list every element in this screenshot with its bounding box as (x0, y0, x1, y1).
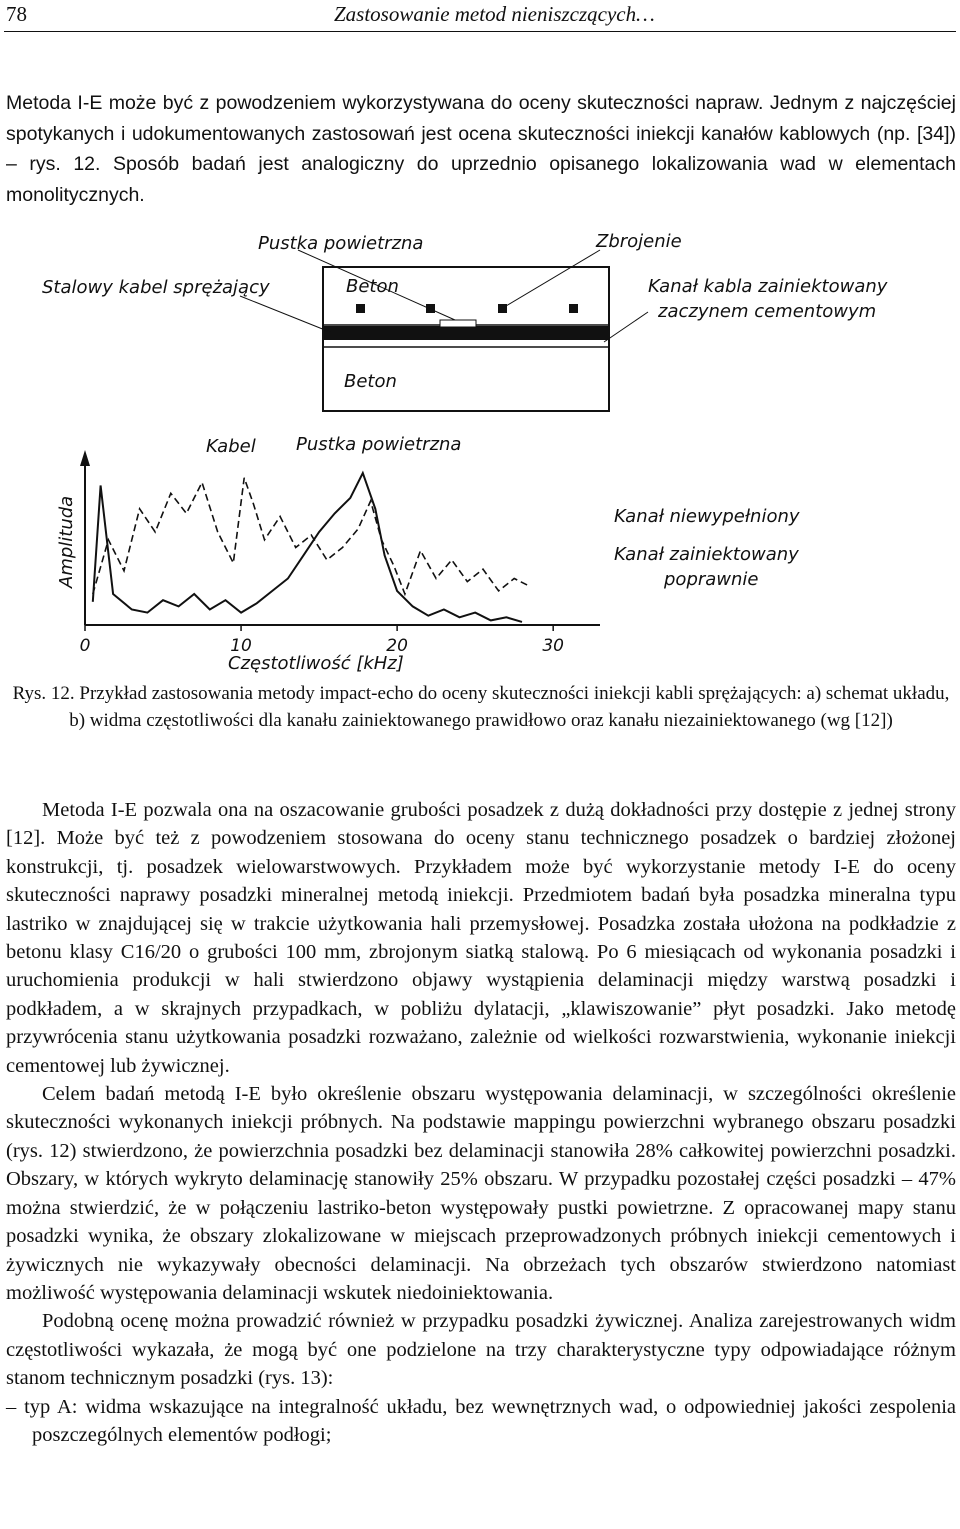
leader-duct (604, 312, 648, 342)
paragraph: Celem badań metodą I-E było określenie obszaru występowania delaminacji, w szczególności określenie skuteczności wykonanych iniekcji próbnych. Na podstawie mappingu powierzchni wybranego obszaru posadzki (rys. 12) stwierdzono, że powierzchnia posadzki bez delaminacji stanowiła 28% całkowitej powierzchni posadzki. Obszary, w których wykryto delaminację stanowiły 25% obszaru. W przypadku pozostałej części posadzki – 47% można stwierdzić, że w połączeniu lastriko-beton występowały pustki powietrzne. Z opracowanej mapy stanu posadzki wynika, że obszary zlokalizowane w miejscach przeprowadzonych próbnych iniekcji cementowych i żywicznych nie wykazywały obecności delaminacji. Na obrzeżach tych obszarów stwierdzono natomiast możliwość występowania delaminacji wskutek niedoiniektowania. (6, 1083, 956, 1304)
label-duct-line1: Kanał kabla zainiektowany (648, 276, 888, 297)
page-number: 78 (6, 2, 27, 26)
y-axis-label: Amplituda (56, 495, 77, 588)
x-tick-label: 30 (542, 636, 565, 656)
rebar-dot (426, 304, 435, 313)
air-void (440, 320, 476, 327)
annotation-air-void: Pustka powietrzna (296, 434, 462, 455)
legend-empty-duct: Kanał niewypełniony (614, 506, 800, 527)
rebar-dot (569, 304, 578, 313)
x-axis-label: Częstotliwość [kHz] (228, 653, 404, 674)
header-rule (4, 31, 956, 32)
series-line-1 (93, 478, 530, 594)
label-duct-line2: zaczynem cementowym (658, 301, 877, 322)
label-steel-cable: Stalowy kabel sprężający (42, 277, 270, 298)
rebar-dot (356, 304, 365, 313)
leader-cable (240, 296, 330, 332)
legend-filled-duct-line2: poprawnie (664, 569, 759, 590)
label-concrete-top: Beton (346, 276, 399, 297)
legend-filled-duct: Kanał zainiektowany (614, 544, 799, 565)
running-title: Zastosowanie metod nieniszczących… (334, 2, 655, 26)
paragraph: Metoda I-E pozwala ona na oszacowanie grubości posadzek z dużą dokładności przy dostępie z jednej strony [12]. Może być też z powodzeniem stosowana do oceny stanu technicznego posadzek o bardziej złożonej konstrukcji, tj. posadzek wielowarstwowych. Przykładem może być wykorzystanie metody I-E do oceny skuteczności naprawy posadzki mineralnej metodą iniekcji. Przedmiotem badań była posadzka mineralna typu lastriko w znajdującej się w trakcie użytkowania hali przemysłowej. Posadzka została ułożona na podkładzie z betonu klasy C16/20 o grubości 100 mm, zbrojonym siatką stalową. Po 6 miesiącach od wykonania posadzki i uruchomienia produkcji w hali stwierdzono objawy wystąpienia delaminacji między warstwą posadzki i podkładem, a w skrajnych przypadkach, w pobliżu dylatacji, „klawiszowanie” płyt posadzki. Jako metodę przywrócenia stanu użytkowania posadzki rozważano, zależnie od wielkości rozwarstwienia, wykonanie iniekcji cementowej lub żywicznej. (6, 799, 956, 1077)
spectrum-chart (56, 434, 800, 674)
intro-paragraph: Metoda I-E może być z powodzeniem wykorzystywana do oceny skuteczności napraw. Jednym z najczęściej spotykanych i udokumentowanych zastosowań jest ocena skuteczności iniekcji kanałów kablowych (np. [34]) – rys. 12. Sposób badań jest analogiczny do uprzednio opisanego lokalizowania wad w elementach monolitycznych. (6, 92, 956, 206)
figure-12 (0, 220, 960, 680)
schematic-diagram (42, 231, 888, 411)
page-header (0, 0, 960, 36)
label-air-void: Pustka powietrzna (258, 233, 424, 254)
label-rebar: Zbrojenie (596, 231, 682, 252)
x-ticks (80, 625, 564, 656)
series-lines (93, 473, 530, 622)
x-tick-label: 0 (79, 636, 91, 656)
figure-caption: Rys. 12. Przykład zastosowania metody impact-echo do oceny skuteczności iniekcji kabli sprężających: a) schemat układu, b) widma częstotliwości dla kanału zainiektowanego prawidłowo oraz kanału niezainiektowanego (wg [12]) (12, 683, 950, 731)
annotation-cable: Kabel (206, 436, 256, 457)
paragraph: Podobną ocenę można prowadzić również w przypadku posadzki żywicznej. Analiza zarejestrowanych widm częstotliwości wykazała, że mogą być one podzielone na trzy charakterystyczne typy odpowiadające różnym stanom technicznym posadzki (rys. 13): (6, 1310, 956, 1390)
series-line-2 (93, 473, 522, 622)
x-tick-label: 20 (386, 636, 408, 656)
y-axis-arrow (80, 450, 90, 466)
x-tick-label: 10 (230, 636, 252, 656)
rebar-dot (498, 304, 507, 313)
list-item: – typ A: widma wskazujące na integralność układu, bez wewnętrznych wad, o odpowiedniej jakości zespolenia poszczególnych elementów podłogi; (6, 1395, 956, 1446)
body-text (6, 796, 956, 1449)
steel-cable (323, 326, 609, 340)
label-concrete-bottom: Beton (344, 371, 397, 392)
